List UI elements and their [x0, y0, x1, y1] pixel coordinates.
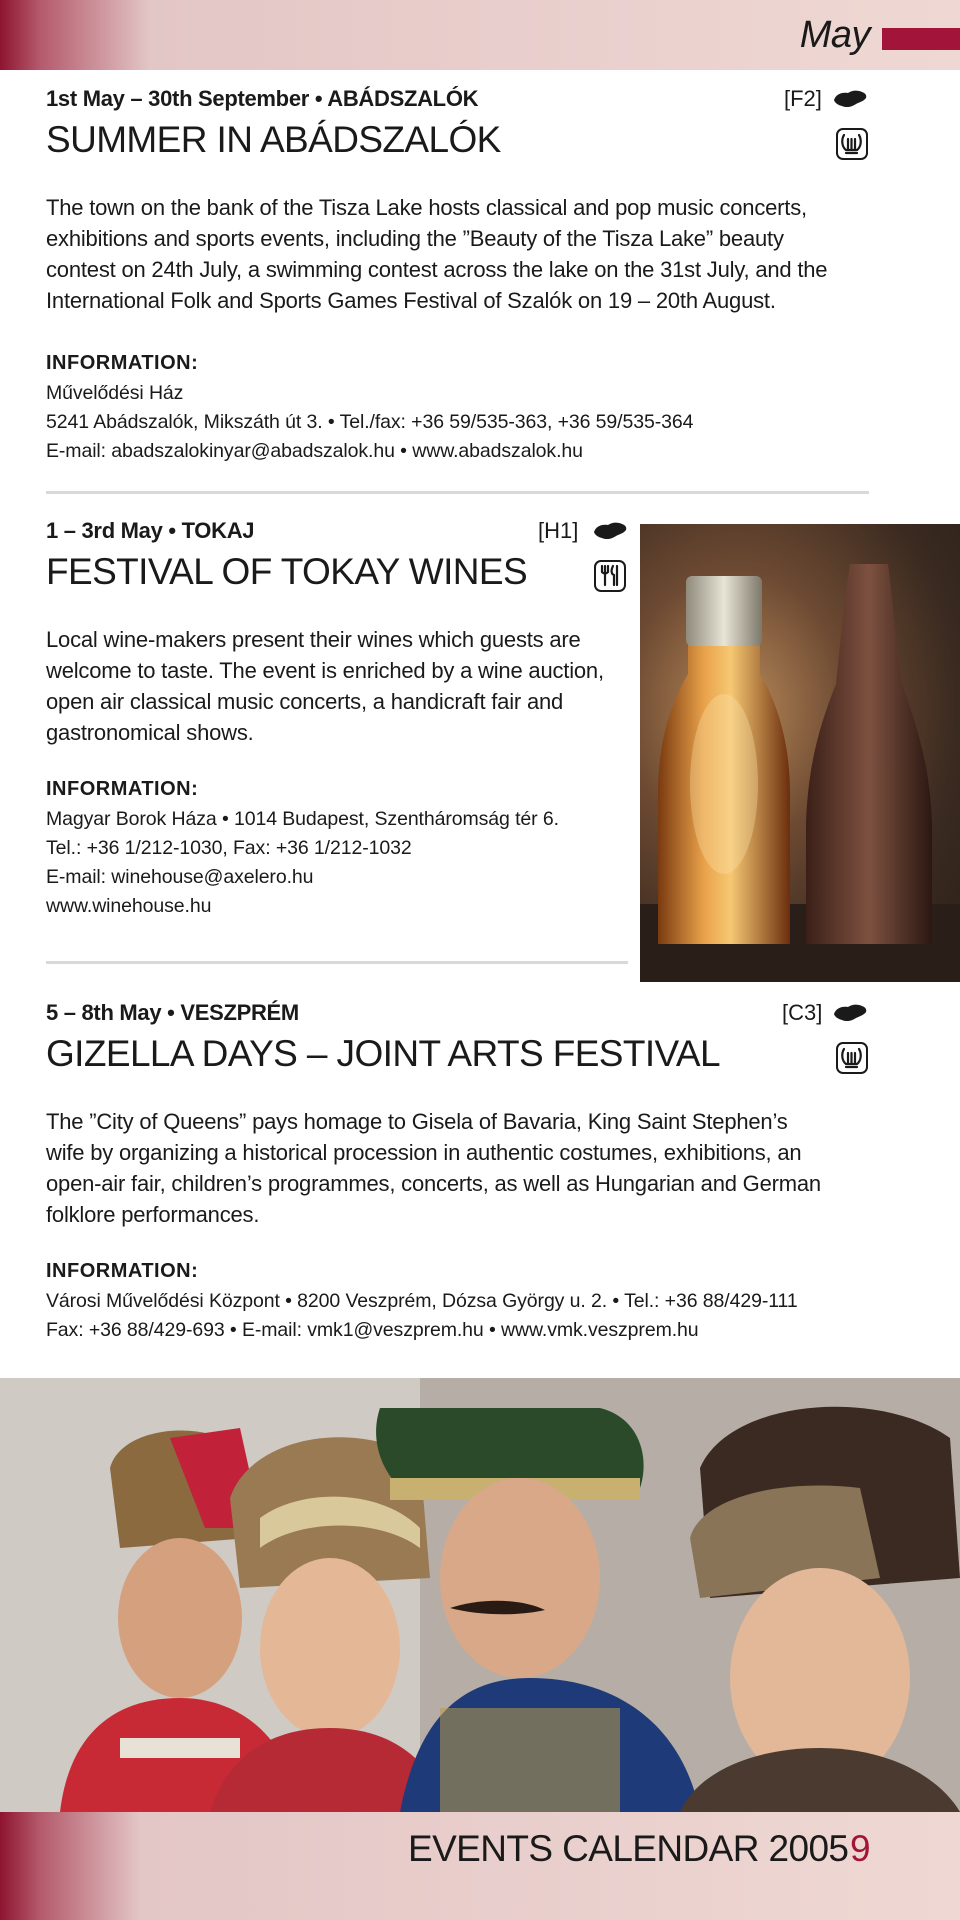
desc-line: open air classical music concerts, a handicraft fair and — [46, 689, 564, 714]
desc-line: folklore performances. — [46, 1202, 260, 1227]
info-block — [46, 1287, 869, 1345]
desc-line: wife by organizing a historical procession in authentic costumes, exhibitions, an — [46, 1140, 802, 1165]
lyre-icon — [836, 1042, 868, 1074]
info-line: www.winehouse.hu — [46, 895, 212, 917]
event-date: 1 – 3rd May • TOKAJ — [46, 518, 255, 543]
divider — [46, 491, 869, 494]
info-line: Tel.: +36 1/212-1030, Fax: +36 1/212-1032 — [46, 837, 412, 859]
event-title: SUMMER IN ABÁDSZALÓK — [46, 119, 501, 160]
event-veszprem — [46, 1000, 869, 1345]
info-label: INFORMATION: — [46, 1260, 199, 1282]
desc-line: exhibitions and sports events, including the ”Beauty of the Tisza Lake” beauty — [46, 226, 784, 251]
info-line: Művelődési Ház — [46, 382, 184, 404]
info-line: 5241 Abádszalók, Mikszáth út 3. • Tel./fax: +36 59/535-363, +36 59/535-364 — [46, 411, 694, 433]
hungary-map-icon — [832, 1002, 868, 1024]
info-line: Városi Művelődési Központ • 8200 Veszprém, Dózsa György u. 2. • Tel.: +36 88/429-111 — [46, 1290, 798, 1312]
historical-costume-photo — [0, 1378, 960, 1812]
wine-bottles-photo — [640, 524, 960, 982]
lyre-icon — [836, 128, 868, 160]
map-reference: [F2] — [784, 86, 822, 111]
info-block — [46, 805, 628, 921]
hungary-map-icon — [592, 520, 628, 542]
event-description — [46, 1106, 869, 1230]
info-label: INFORMATION: — [46, 352, 199, 374]
month-accent-bar — [882, 28, 960, 50]
event-title: FESTIVAL OF TOKAY WINES — [46, 551, 528, 592]
event-description — [46, 624, 628, 748]
gastronomy-icon — [594, 560, 626, 592]
map-reference: [C3] — [782, 1000, 823, 1025]
event-description — [46, 192, 869, 316]
divider — [46, 961, 628, 964]
info-line: E-mail: abadszalokinyar@abadszalok.hu • www.abadszalok.hu — [46, 440, 583, 462]
desc-line: welcome to taste. The event is enriched by a wine auction, — [46, 658, 604, 683]
map-reference: [H1] — [538, 518, 579, 543]
desc-line: contest on 24th July, a swimming contest across the lake on the 31st July, and the — [46, 257, 828, 282]
event-date: 5 – 8th May • VESZPRÉM — [46, 1000, 299, 1025]
month-heading: May — [799, 14, 870, 56]
event-abadszalok — [46, 86, 869, 466]
info-line: Magyar Borok Háza • 1014 Budapest, Szentháromság tér 6. — [46, 808, 559, 830]
info-line: E-mail: winehouse@axelero.hu — [46, 866, 314, 888]
desc-line: gastronomical shows. — [46, 720, 254, 745]
hungary-map-icon — [832, 88, 868, 110]
info-line: Fax: +36 88/429-693 • E-mail: vmk1@veszprem.hu • www.vmk.veszprem.hu — [46, 1319, 699, 1341]
event-date: 1st May – 30th September • ABÁDSZALÓK — [46, 86, 479, 111]
desc-line: International Folk and Sports Games Festival of Szalók on 19 – 20th August. — [46, 288, 776, 313]
footer-title: EVENTS CALENDAR 2005 — [408, 1828, 849, 1869]
page-number: 9 — [850, 1828, 871, 1869]
desc-line: The town on the bank of the Tisza Lake hosts classical and pop music concerts, — [46, 195, 807, 220]
desc-line: Local wine-makers present their wines which guests are — [46, 627, 581, 652]
event-tokaj — [46, 518, 628, 921]
desc-line: The ”City of Queens” pays homage to Gisela of Bavaria, King Saint Stephen’s — [46, 1109, 788, 1134]
desc-line: open-air fair, children’s programmes, concerts, as well as Hungarian and German — [46, 1171, 821, 1196]
info-block — [46, 379, 869, 466]
info-label: INFORMATION: — [46, 778, 199, 800]
event-title: GIZELLA DAYS – JOINT ARTS FESTIVAL — [46, 1033, 720, 1074]
